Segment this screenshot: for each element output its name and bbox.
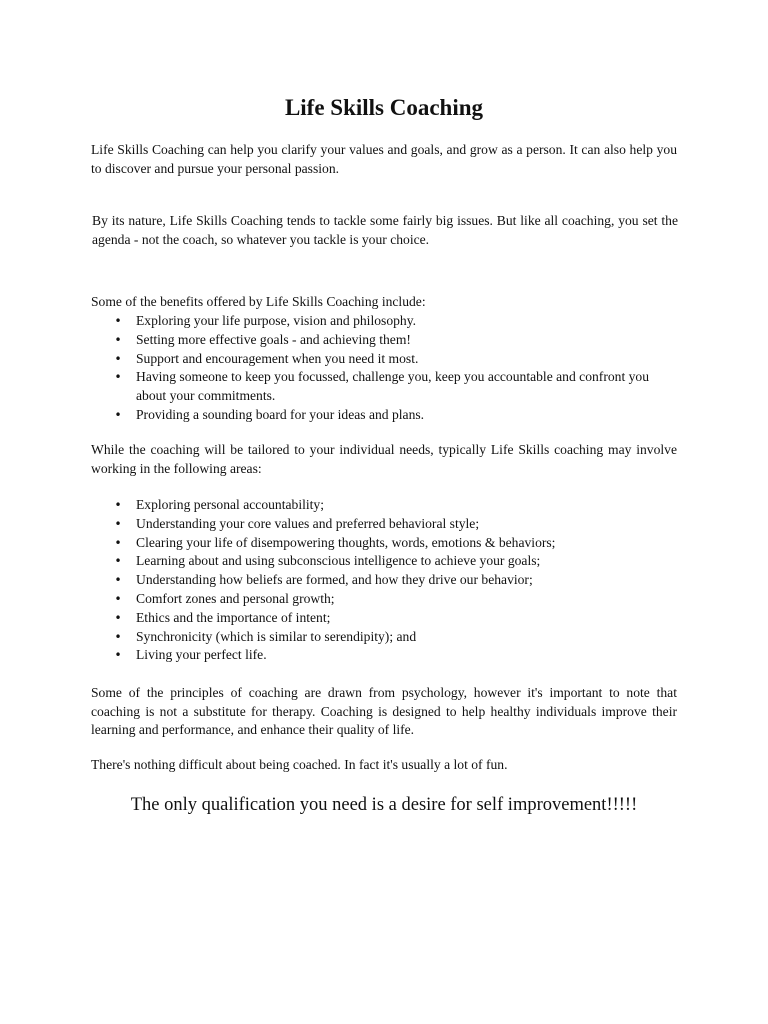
list-item-text: Understanding your core values and preferred behavioral style; bbox=[136, 515, 480, 531]
areas-list bbox=[91, 496, 681, 665]
bullet-icon: • bbox=[114, 591, 122, 606]
list-item-text: Ethics and the importance of intent; bbox=[136, 609, 331, 625]
bullet-icon: • bbox=[114, 535, 122, 550]
list-item bbox=[91, 312, 681, 331]
list-item bbox=[91, 496, 681, 515]
bullet-icon: • bbox=[114, 554, 122, 569]
bullet-icon: • bbox=[114, 498, 122, 512]
bullet-icon: • bbox=[114, 370, 122, 385]
list-item bbox=[91, 515, 681, 534]
list-item-text: Synchronicity (which is similar to serendipity); and bbox=[136, 628, 417, 644]
bullet-icon: • bbox=[114, 516, 122, 531]
intro-paragraph: Life Skills Coaching can help you clarify your values and goals, and grow as a person. It can also help you to discover and pursue your personal passion. bbox=[91, 142, 677, 176]
list-item-text: Understanding how beliefs are formed, and how they drive our behavior; bbox=[136, 572, 533, 588]
list-item-text: Having someone to keep you focussed, challenge you, keep you accountable and confront you about your commitments. bbox=[136, 369, 650, 404]
page-title: Life Skills Coaching bbox=[284, 95, 484, 120]
list-item bbox=[91, 646, 681, 665]
list-item bbox=[91, 571, 681, 590]
list-item bbox=[91, 552, 681, 571]
list-item-text: Living your perfect life. bbox=[136, 647, 267, 663]
principles-paragraph: Some of the principles of coaching are drawn from psychology, however it's important to note that coaching is not a substitute for therapy. Coaching is designed to help healthy individuals improve their learning and performance, and enhance their quality of life. bbox=[91, 685, 677, 737]
list-item-text: Support and encouragement when you need it most. bbox=[136, 350, 419, 366]
bullet-icon: • bbox=[114, 629, 122, 644]
bullet-icon: • bbox=[114, 351, 122, 366]
list-item-text: Setting more effective goals - and achieving them! bbox=[136, 331, 411, 347]
list-item-text: Exploring your life purpose, vision and philosophy. bbox=[136, 313, 417, 328]
list-item bbox=[91, 368, 681, 406]
nothing-difficult-paragraph: There's nothing difficult about being coached. In fact it's usually a lot of fun. bbox=[91, 757, 508, 772]
bullet-icon: • bbox=[114, 573, 122, 588]
list-item bbox=[91, 590, 681, 609]
nature-paragraph: By its nature, Life Skills Coaching tends to tackle some fairly big issues. But like all coaching, you set the agenda - not the coach, so whatever you tackle is your choice. bbox=[92, 213, 678, 247]
benefits-list bbox=[91, 312, 681, 425]
list-item-text: Comfort zones and personal growth; bbox=[136, 590, 335, 606]
list-item-text: Providing a sounding board for your ideas and plans. bbox=[136, 406, 425, 422]
list-item bbox=[91, 331, 681, 350]
bullet-icon: • bbox=[114, 610, 122, 625]
list-item bbox=[91, 609, 681, 628]
bullet-icon: • bbox=[114, 648, 122, 663]
list-item bbox=[91, 628, 681, 647]
areas-intro: While the coaching will be tailored to your individual needs, typically Life Skills coaching may involve working in the following areas: bbox=[91, 442, 677, 476]
closing-statement: The only qualification you need is a desire for self improvement!!!!! bbox=[130, 795, 638, 815]
benefits-intro: Some of the benefits offered by Life Skills Coaching include: bbox=[91, 294, 426, 309]
list-item-text: Clearing your life of disempowering thoughts, words, emotions & behaviors; bbox=[136, 534, 556, 550]
list-item bbox=[91, 406, 681, 425]
bullet-icon: • bbox=[114, 407, 122, 422]
list-item-text: Exploring personal accountability; bbox=[136, 497, 324, 512]
list-item bbox=[91, 350, 681, 369]
list-item-text: Learning about and using subconscious intelligence to achieve your goals; bbox=[136, 553, 541, 569]
bullet-icon: • bbox=[114, 332, 122, 347]
list-item bbox=[91, 534, 681, 553]
bullet-icon: • bbox=[114, 314, 122, 328]
